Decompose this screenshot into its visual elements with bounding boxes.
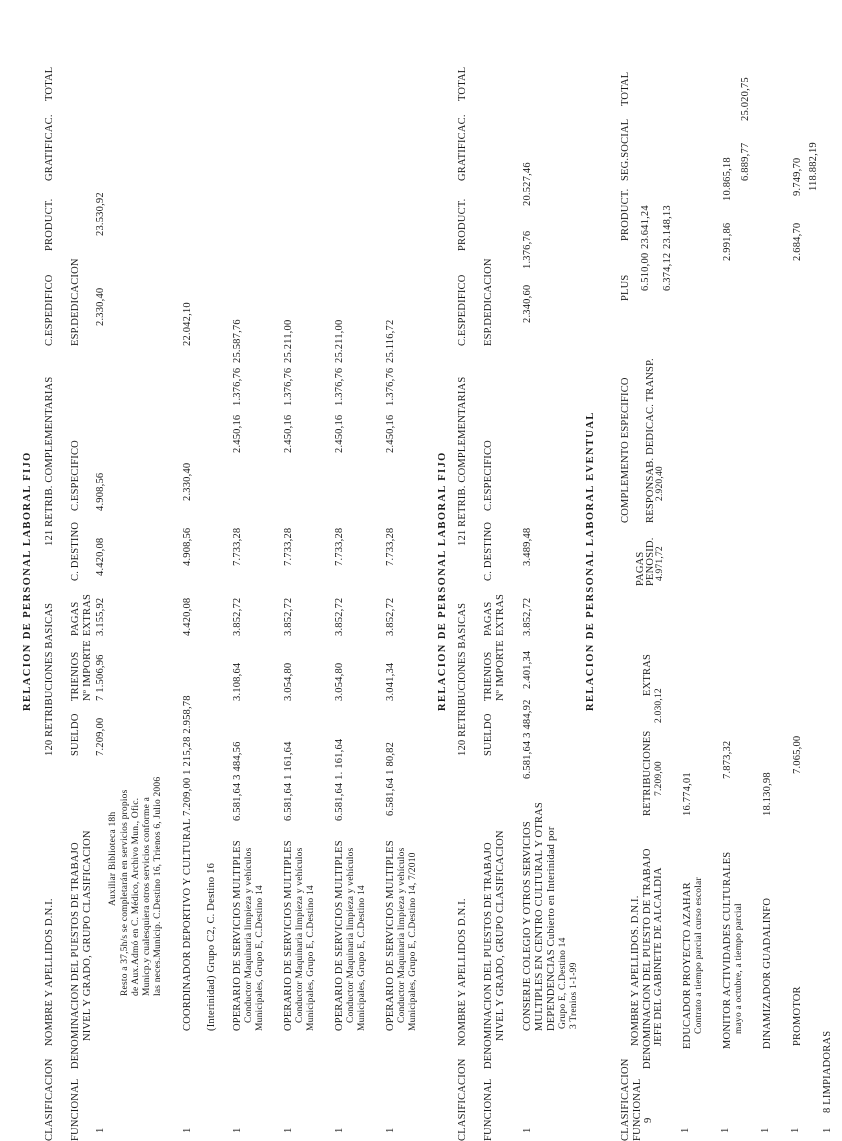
header-retrib-compl: 121 RETRIB. COMPLEMENTARIAS xyxy=(44,376,55,546)
row-c-especifico: 2.330,40 xyxy=(182,462,193,501)
row-product: 1.376,76 xyxy=(522,230,533,269)
row-funcional: 1 xyxy=(822,1127,833,1133)
row-desc-line: mayo a octubre, a tiempo parcial xyxy=(734,903,744,1034)
row-desc-line: Conductor Maquinaria limpieza y vehículos xyxy=(397,847,407,1023)
row-c-destino: 7.733,28 xyxy=(385,527,396,566)
row-desc-line: JEFE DEL GABINETE DE ALCALDIA xyxy=(653,867,664,1046)
row-product: 118.882,19 xyxy=(808,142,819,191)
header-pagas: PAGAS xyxy=(635,551,646,586)
row-sueldo: 6.581,64 1 80,82 xyxy=(385,741,396,816)
header-n-importe: Nº IMPORTE xyxy=(82,640,93,701)
section-title-eventual: RELACION DE PERSONAL LABORAL EVENTUAL xyxy=(585,411,596,711)
row-c-destino: 7.733,28 xyxy=(334,527,345,566)
row-c-destino: 4.420,08 xyxy=(95,537,106,576)
row-funcional: 1 xyxy=(720,1127,731,1133)
row-desc-line: OPERARIO DE SERVICIOS MULTIPLES xyxy=(334,840,345,1031)
row-sueldo: 6.581,64 3 484,56 xyxy=(232,741,243,821)
header-seg-social: SEG.SOCIAL xyxy=(620,118,631,181)
row-gratific: 23.530,92 xyxy=(95,192,106,236)
row-dedicacion: 2.340,60 xyxy=(522,284,533,323)
row-dedicacion: 1.376,76 xyxy=(232,367,243,406)
row-desc-line: Auxiliar Biblioteca 18h xyxy=(108,811,118,906)
row-product: 9.749,70 xyxy=(792,157,803,196)
row-plus: 6.510,00 xyxy=(640,252,651,291)
row-desc-line: MONITOR ACTIVIDADES CULTURALES xyxy=(722,851,733,1049)
row-gratific: 20.527,46 xyxy=(522,162,533,206)
header-funcional: FUNCIONAL xyxy=(70,1078,81,1141)
row-sueldo: 6.581,64 3 484,92 xyxy=(522,699,533,779)
header-total: TOTAL xyxy=(44,66,55,101)
header-sueldo: SUELDO xyxy=(483,713,494,756)
row-product: 10.865,18 xyxy=(722,157,733,201)
row-desc-line: de Aux.Admó en C. Médico, Archivo Mun., Ofic. xyxy=(131,797,141,996)
header-c-especifico: C.ESPECIFICO xyxy=(70,440,81,511)
header-penosid: PENOSID. xyxy=(645,537,656,586)
row-c-destino: 4.908,56 xyxy=(182,527,193,566)
row-product: 25.211,00 xyxy=(283,319,294,363)
header-extras: EXTRAS xyxy=(642,653,653,696)
row-dedicacion: 1.376,76 xyxy=(283,367,294,406)
row-penosid: 4.971,72 xyxy=(655,546,665,581)
row-trienios: 7 1.506,96 xyxy=(95,654,106,701)
row-desc-line: MULTIPLES EN CENTRO CULTURAL Y OTRAS xyxy=(534,802,545,1031)
row-c-especifico: 2.450,16 xyxy=(232,414,243,453)
row-pagas: 3.155,92 xyxy=(95,597,106,636)
row-desc-line: OPERARIO DE SERVICIOS MULTIPLES xyxy=(283,840,294,1031)
header-clasificacion: CLASIFICACION xyxy=(44,1058,55,1141)
header-product: PRODUCT. xyxy=(620,188,631,241)
header-trienios: TRIENIOS xyxy=(70,651,81,701)
row-c-especifico: 2.450,16 xyxy=(385,414,396,453)
row-retrib: 7.065,00 xyxy=(792,735,803,774)
header-nombre: NOMBRE Y APELLIDOS D.N.I. xyxy=(457,898,468,1046)
row-funcional: 1 xyxy=(522,1127,533,1133)
header-product: PRODUCT. xyxy=(44,198,55,251)
row-funcional: 1 xyxy=(182,1127,193,1133)
row-funcional: 1 xyxy=(385,1127,396,1133)
row-trienios: 3.054,80 xyxy=(334,662,345,701)
header-retribuciones: RETRIBUCIONES xyxy=(642,730,653,816)
row-sueldo: 6.581,64 1. 161,64 xyxy=(334,738,345,821)
row-desc-line: Resto a 37,5h/s se completarán en servicios propios xyxy=(120,789,130,996)
row-desc-line: 8 LIMPIADORAS xyxy=(822,1030,833,1113)
row-trienios: 2.401,34 xyxy=(522,650,533,689)
header-denominacion: DENOMINACION DEL PUESTO DE TRABAJO xyxy=(642,848,653,1069)
row-c-especifico: 2.450,16 xyxy=(283,414,294,453)
header-total: TOTAL xyxy=(457,66,468,101)
header-c-destino: C. DESTINO xyxy=(483,521,494,581)
header-denominacion: DENOMINACION DEL PUESTOS DE TRABAJO xyxy=(70,842,81,1069)
header-gratific: GRATIFICAC. xyxy=(457,114,468,181)
row-product: 23.148,13 xyxy=(662,205,673,249)
section-title-fijo: RELACION DE PERSONAL LABORAL FIJO xyxy=(22,451,33,711)
row-pagas: 3.852,72 xyxy=(232,597,243,636)
row-desc-line: Conductor Maquinaria limpieza y vehículos xyxy=(295,847,305,1023)
row-dedicacion: 22.042,10 xyxy=(182,302,193,346)
row-funcional: 9 xyxy=(643,1117,654,1123)
row-funcional: 1 xyxy=(95,1127,106,1133)
row-c-destino: 7.733,28 xyxy=(283,527,294,566)
header-product: PRODUCT. xyxy=(457,198,468,251)
row-desc-line: Municp.y cualesquiera otros servicios conforme a xyxy=(142,796,152,996)
row-funcional: 1 xyxy=(283,1127,294,1133)
row-desc-line: PROMOTOR xyxy=(792,986,803,1046)
row-product: 6.889,77 xyxy=(740,142,751,181)
header-esp-dedicacion: ESP.DEDICACION xyxy=(483,258,494,346)
row-retrib: 18.130,98 xyxy=(762,772,773,816)
row-c-especifico: 2.450,16 xyxy=(334,414,345,453)
header-funcional: FUNCIONAL xyxy=(632,1078,643,1141)
row-product: 25.587,76 xyxy=(232,319,243,363)
row-desc-line: Municipales, Grupo E, C.Destino 14 xyxy=(306,885,316,1031)
row-funcional: 1 xyxy=(760,1127,771,1133)
header-complemento: COMPLEMENTO ESPECIFICO xyxy=(620,377,631,523)
row-dedicacion: 2.330,40 xyxy=(95,287,106,326)
row-dedicacion: 1.376,76 xyxy=(385,367,396,406)
header-pagas: PAGAS xyxy=(70,601,81,636)
row-dedicacion: 1.376,76 xyxy=(334,367,345,406)
header-pagas: PAGAS xyxy=(483,601,494,636)
row-desc-line: Conductor Maquinaria limpieza y vehículos xyxy=(346,847,356,1023)
header-c-espedifico: C.ESPEDIFICO xyxy=(44,274,55,346)
header-esp-dedicacion: ESP.DEDICACION xyxy=(70,258,81,346)
row-desc-line: Municipales, Grupo E, C.Destino 14 xyxy=(357,885,367,1031)
row-retrib: 7.209,00 xyxy=(654,761,664,796)
header-c-especifico: C.ESPECIFICO xyxy=(483,440,494,511)
header-gratific: GRATIFICAC. xyxy=(44,114,55,181)
row-product: 25.211,00 xyxy=(334,319,345,363)
header-sueldo: SUELDO xyxy=(70,713,81,756)
header-plus: PLUS xyxy=(620,274,631,301)
row-product: 25.116,72 xyxy=(385,319,396,363)
row-trienios: 3.041,34 xyxy=(385,662,396,701)
row-desc-line: (Interinidad) Grupo C2, C. Destino 16 xyxy=(206,862,217,1031)
row-c-destino: 7.733,28 xyxy=(232,527,243,566)
header-extras: EXTRAS xyxy=(82,593,93,636)
row-product: 23.641,24 xyxy=(640,205,651,249)
header-total: TOTAL xyxy=(620,71,631,106)
row-trienios: 3.108,64 xyxy=(232,662,243,701)
row-comp: 2.920,40 xyxy=(655,466,665,501)
header-nivel: NIVEL Y GRADO, GRUPO CLASIFICACION xyxy=(495,830,506,1041)
header-clasificacion: CLASIFICACION xyxy=(620,1058,631,1141)
header-comp-sub: RESPONSAB. DEDICAC. TRANSP. xyxy=(645,358,656,523)
row-extras: 2.030,12 xyxy=(654,688,664,723)
row-pagas: 3.852,72 xyxy=(522,597,533,636)
header-clasificacion: CLASIFICACION xyxy=(457,1058,468,1141)
row-desc-line: Municipales, Grupo E, C.Destino 14 xyxy=(255,885,265,1031)
header-retrib-basicas: 120 RETRIBUCIONES BASICAS xyxy=(457,602,468,756)
row-c-destino: 3.489,48 xyxy=(522,527,533,566)
row-pagas: 3.852,72 xyxy=(334,597,345,636)
row-desc-line: Municipales, Grupo E, C.Destino 14, 7/2010 xyxy=(408,852,418,1031)
header-nombre: NOMBRE Y APELLIDOS D.N.I. xyxy=(44,898,55,1046)
row-desc-line: Grupo E, C.Destino 14 xyxy=(558,937,568,1029)
row-pagas: 3.852,72 xyxy=(283,597,294,636)
row-retrib: 16.774,01 xyxy=(682,772,693,816)
row-plus: 6.374,12 xyxy=(662,252,673,291)
header-c-espedifico: C.ESPEDIFICO xyxy=(457,274,468,346)
row-desc-line: OPERARIO DE SERVICIOS MULTIPLES xyxy=(232,840,243,1031)
header-c-destino: C. DESTINO xyxy=(70,521,81,581)
header-retrib-basicas: 120 RETRIBUCIONES BASICAS xyxy=(44,602,55,756)
row-funcional: 1 xyxy=(232,1127,243,1133)
row-funcional: 1 xyxy=(790,1127,801,1133)
row-retrib: 7.873,32 xyxy=(722,740,733,779)
row-desc-line: Conductor Maquinaria limpieza y vehículos xyxy=(244,847,254,1023)
row-funcional: 1 xyxy=(680,1127,691,1133)
header-extras: EXTRAS xyxy=(495,593,506,636)
row-desc-line: 3 Trenios 1-1-99 xyxy=(569,962,579,1029)
row-pagas: 3.852,72 xyxy=(385,597,396,636)
section-title-fijo-2: RELACION DE PERSONAL LABORAL FIJO xyxy=(437,451,448,711)
header-denominacion: DENOMINACION DEL PUESTOS DE TRABAJO xyxy=(483,842,494,1069)
header-nombre: NOMBRE Y APELLIDOS. D.N.I. xyxy=(630,895,641,1046)
header-nivel: NIVEL Y GRADO, GRUPO CLASIFICACION xyxy=(82,830,93,1041)
row-desc-line: EDUCADOR PROYECTO AZAHAR xyxy=(682,882,693,1049)
row-plus: 2.684,70 xyxy=(792,222,803,261)
row-sueldo: 6.581,64 1 161,64 xyxy=(283,741,294,821)
row-pagas: 4.420,08 xyxy=(182,597,193,636)
row-desc-line: COORDINADOR DEPORTIVO Y CULTURAL 7.209,00 1 215,28 2.958,78 xyxy=(182,695,193,1031)
row-trienios: 3.054,80 xyxy=(283,662,294,701)
row-seg-social: 25.020,75 xyxy=(740,77,751,121)
row-funcional: 1 xyxy=(334,1127,345,1133)
row-desc-line: Contrato a tiempo parcial curso escolar xyxy=(694,877,704,1034)
row-desc-line: OPERARIO DE SERVICIOS MULTIPLES xyxy=(385,840,396,1031)
header-n-importe: Nº IMPORTE xyxy=(495,640,506,701)
row-c-especifico: 4.908,56 xyxy=(95,472,106,511)
row-desc-line: DINAMIZADOR GUADALINFO xyxy=(762,897,773,1049)
row-sueldo: 7.209,00 xyxy=(95,717,106,756)
row-desc-line: las neces.Municip. C.Destino 16, Trienos 6, Julio 2006 xyxy=(153,776,163,996)
row-plus: 2.991,86 xyxy=(722,222,733,261)
header-funcional: FUNCIONAL xyxy=(483,1078,494,1141)
row-desc-line: CONSERJE COLEGIO Y OTROS SERVICIOS xyxy=(522,821,533,1031)
header-trienios: TRIENIOS xyxy=(483,651,494,701)
header-retrib-compl: 121 RETRIB. COMPLEMENTARIAS xyxy=(457,376,468,546)
row-desc-line: DEPENDENCIAS Cubierto en Interinidad por xyxy=(546,826,557,1031)
